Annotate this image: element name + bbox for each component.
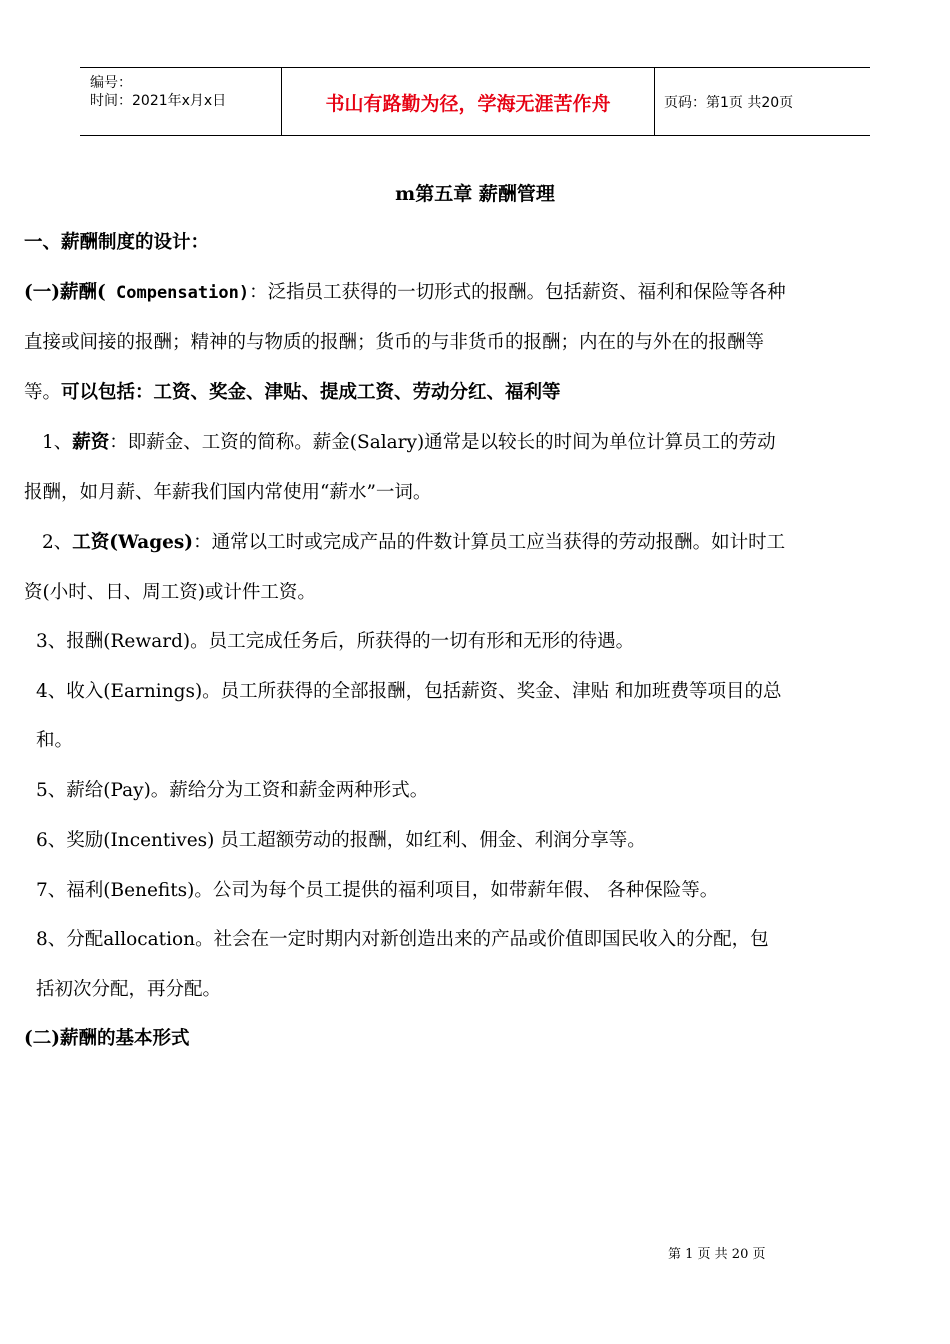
section-heading-2-text: (二)薪酬的基本形式	[24, 1028, 190, 1049]
item-2-line2: 资(小时、日、周工资)或计件工资。	[24, 582, 316, 603]
header-motto: 书山有路勤为径，学海无涯苦作舟	[325, 93, 611, 115]
item-1-line1	[42, 418, 950, 468]
section-heading-1	[24, 218, 934, 268]
header-page-info: 页码：第1页 共20页	[664, 95, 794, 111]
item-5: 5、薪给(Pay)。薪给分为工资和薪金两种形式。	[36, 780, 429, 801]
page-footer: 第 1 页 共 20 页	[668, 1247, 766, 1262]
item-2-term: 工资(Wages)	[72, 532, 194, 553]
item-1-term: 薪资	[72, 432, 110, 453]
item-8-line1: 8、分配allocation。社会在一定时期内对新创造出来的产品或价值即国民收入的分配，包	[36, 929, 769, 950]
header-meta	[90, 74, 226, 110]
item-1-definition: ：即薪金、工资的简称。薪金(Salary)通常是以较长的时间为单位计算员工的劳动	[109, 432, 776, 453]
item-7: 7、福利(Benefits)。公司为每个员工提供的福利项目，如带薪年假、 各种保险等。	[36, 880, 719, 901]
item-1-number: 1、	[42, 432, 73, 453]
item-2-definition: ：通常以工时或完成产品的件数计算员工应当获得的劳动报酬。如计时工	[193, 532, 786, 553]
para-compensation-line2: 直接或间接的报酬；精神的与物质的报酬；货币的与非货币的报酬；内在的与外在的报酬等	[24, 332, 765, 353]
para-compensation-line1	[24, 268, 934, 318]
item-4-line2: 和。	[36, 730, 74, 751]
document-header-table	[80, 67, 870, 136]
item-3: 3、报酬(Reward)。员工完成任务后，所获得的一切有形和无形的待遇。	[36, 631, 635, 652]
chapter-title: m第五章 薪酬管理	[395, 183, 555, 205]
item-2-number: 2、	[42, 532, 73, 553]
item-4-line1: 4、收入(Earnings)。员工所获得的全部报酬，包括薪资、奖金、津贴 和加班费等项目的总	[36, 681, 782, 702]
compensation-includes: 可以包括：工资、奖金、津贴、提成工资、劳动分红、福利等	[61, 382, 561, 403]
item-2-line1	[42, 518, 950, 568]
compensation-heading: (一)薪酬(	[24, 282, 106, 303]
item-8-line2: 括初次分配，再分配。	[36, 979, 222, 1000]
compensation-line3-plain: 等。	[24, 382, 62, 403]
compensation-term: Compensation)	[105, 283, 250, 303]
header-number-label: 编号：	[90, 75, 132, 91]
section-heading-1-text: 一、薪酬制度的设计：	[24, 232, 210, 253]
section-heading-2	[24, 1014, 934, 1064]
item-6: 6、奖励(Incentives) 员工超额劳动的报酬，如红利、佣金、利润分享等。	[36, 830, 646, 851]
compensation-definition: ：泛指员工获得的一切形式的报酬。包括薪资、福利和保险等各种	[249, 282, 786, 303]
header-time-label: 时间：2021年x月x日	[90, 93, 227, 109]
item-1-line2: 报酬，如月薪、年薪我们国内常使用“薪水”一词。	[24, 482, 432, 503]
para-compensation-line3	[24, 368, 934, 418]
